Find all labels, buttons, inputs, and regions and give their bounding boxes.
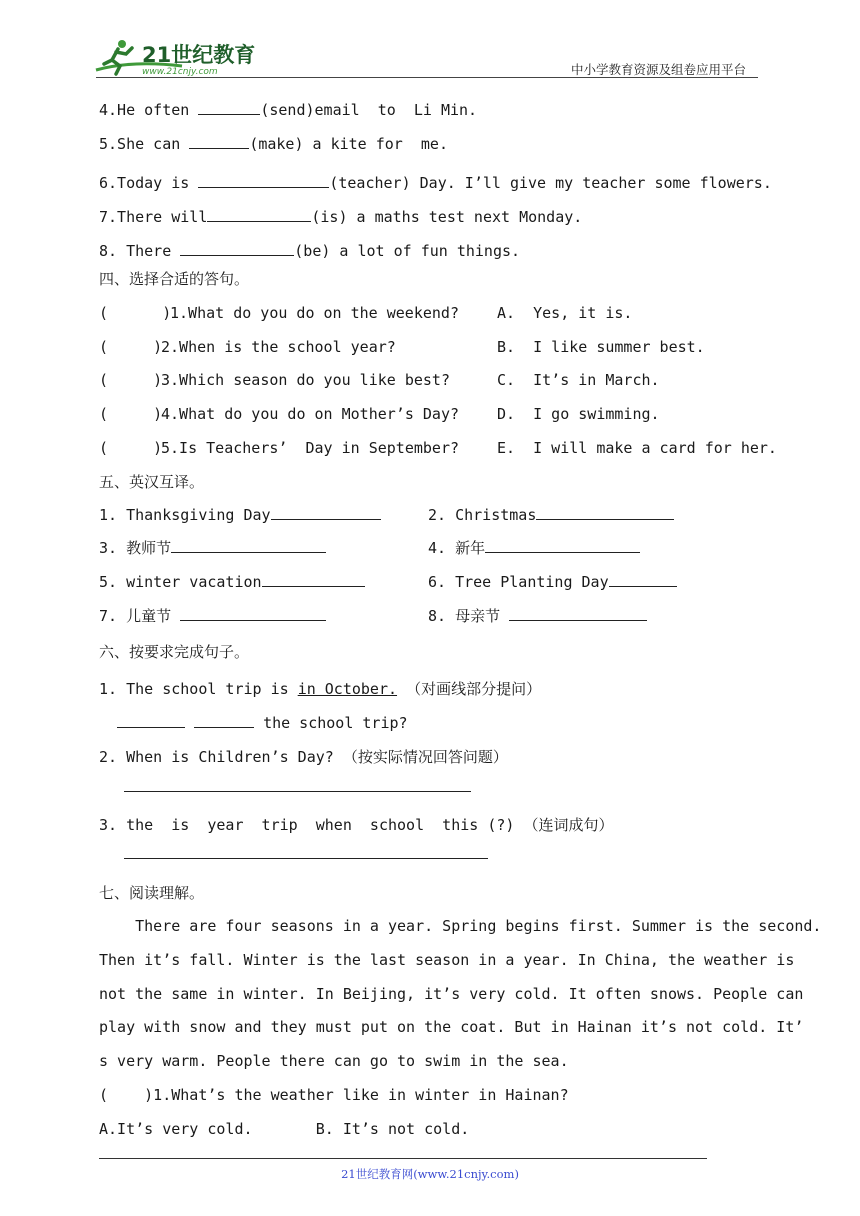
passage-line: s very warm. People there can go to swim in the sea. [99,1052,569,1070]
match-question: 1.What do you do on the weekend? [170,304,459,322]
answer-blank[interactable] [509,606,647,621]
translate-item: 7. 儿童节 [99,606,326,626]
answer-line[interactable] [124,858,488,859]
answer-line[interactable] [124,791,471,792]
translate-item: 4. 新年 [428,538,640,558]
answer-blank[interactable] [207,207,311,222]
fill-blank-7: 7.There will (is) a maths test next Monday. [99,208,583,226]
answer-blank[interactable] [609,572,677,587]
answer-blank[interactable] [198,173,329,188]
answer-blank[interactable] [262,572,365,587]
match-question: 5.Is Teachers’ Day in September? [161,439,460,457]
match-question: 4.What do you do on Mother’s Day? [161,405,460,423]
match-answer: B. I like summer best. [497,338,705,356]
translate-item: 5. winter vacation [99,572,365,592]
rewrite-answer-1: the school trip? [117,713,408,733]
svg-text:www.21cnjy.com: www.21cnjy.com [142,67,218,77]
fill-blank-4: 4.He often (send)email to Li Min. [99,101,478,119]
match-paren[interactable]: ( ) [99,371,163,389]
runner-logo-icon [92,36,262,78]
fill-blank-5: 5.She can (make) a kite for me. [99,135,448,153]
match-paren[interactable]: ( ) [99,304,172,322]
section-6-title: 六、按要求完成句子。 [99,643,250,661]
passage-line: Then it’s fall. Winter is the last season in a year. In China, the weather is [99,951,795,969]
passage-line: play with snow and they must put on the coat. But in Hainan it’s not cold. It’ [99,1018,804,1036]
translate-item: 3. 教师节 [99,538,326,558]
answer-blank[interactable] [198,100,260,115]
translate-item: 6. Tree Planting Day [428,572,677,592]
answer-blank[interactable] [271,505,381,520]
match-answer: A. Yes, it is. [497,304,633,322]
answer-blank[interactable] [180,241,294,256]
section-4-title: 四、选择合适的答句。 [99,270,250,288]
reading-question-1: ( )1.What’s the weather like in winter in Hainan? [99,1086,569,1104]
underlined-phrase: in October. [297,680,398,698]
answer-blank[interactable] [536,505,674,520]
match-answer: E. I will make a card for her. [497,439,777,457]
answer-blank[interactable] [117,713,185,728]
match-paren[interactable]: ( ) [99,405,163,423]
answer-blank[interactable] [485,538,640,553]
rewrite-question-3: 3. the is year trip when school this (?) （连词成句） [99,816,614,834]
passage-line: not the same in winter. In Beijing, it’s very cold. It often snows. People can [99,985,804,1003]
match-paren[interactable]: ( ) [99,338,163,356]
translate-item: 2. Christmas [428,505,674,525]
passage-line: There are four seasons in a year. Spring begins first. Summer is the second. [99,917,822,935]
match-paren[interactable]: ( ) [99,439,163,457]
answer-blank[interactable] [171,538,326,553]
rewrite-question-1: 1. The school trip is in October. （对画线部分提问） [99,680,542,698]
header-divider [96,77,758,78]
svg-text:21世纪教育: 21世纪教育 [142,43,256,67]
section-7-title: 七、阅读理解。 [99,884,205,902]
footer-link[interactable]: 21世纪教育网(www.21cnjy.com) [341,1167,519,1181]
match-answer: C. It’s in March. [497,371,660,389]
match-answer: D. I go swimming. [497,405,660,423]
answer-blank[interactable] [189,134,249,149]
section-5-title: 五、英汉互译。 [99,473,205,491]
site-logo [92,36,262,78]
fill-blank-8: 8. There (be) a lot of fun things. [99,242,521,260]
translate-item: 8. 母亲节 [428,606,647,626]
translate-item: 1. Thanksgiving Day [99,505,381,525]
match-question: 3.Which season do you like best? [161,371,450,389]
rewrite-question-2: 2. When is Children’s Day? （按实际情况回答问题） [99,748,508,766]
answer-blank[interactable] [194,713,254,728]
fill-blank-6: 6.Today is (teacher) Day. I’ll give my teacher some flowers. [99,174,772,192]
footer-divider [99,1158,707,1159]
platform-label: 中小学教育资源及组卷应用平台 [571,62,747,77]
reading-options-1: A.It’s very cold. B. It’s not cold. [99,1120,470,1138]
match-question: 2.When is the school year? [161,338,396,356]
answer-blank[interactable] [180,606,326,621]
